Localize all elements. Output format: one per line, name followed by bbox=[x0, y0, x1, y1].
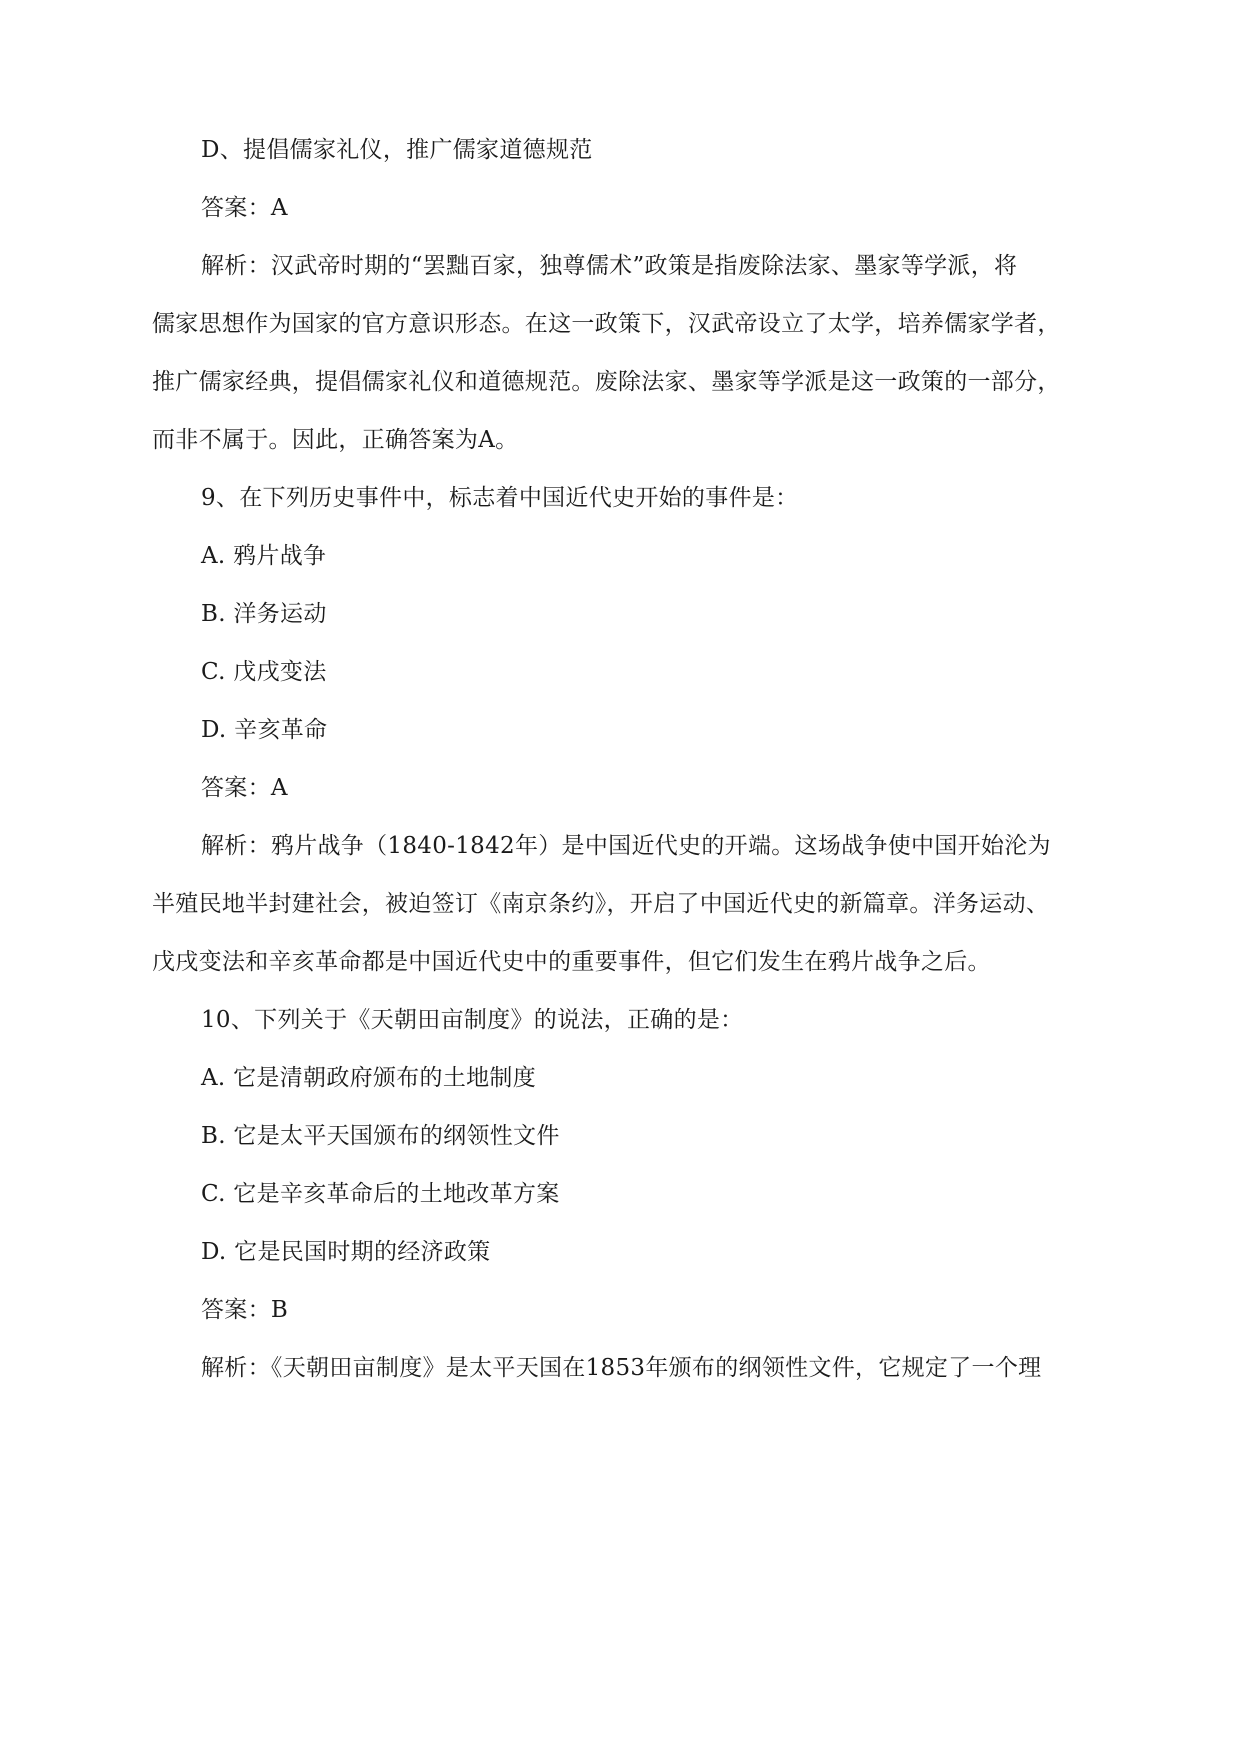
option-a-q9: A. 鸦片战争 bbox=[201, 543, 327, 569]
option-d-q9: D. 辛亥革命 bbox=[201, 717, 328, 743]
analysis-q8-line-1: 解析：汉武帝时期的“罢黜百家，独尊儒术”政策是指废除法家、墨家等学派，将 bbox=[201, 253, 1018, 279]
analysis-q8-line-3: 推广儒家经典，提倡儒家礼仪和道德规范。废除法家、墨家等学派是这一政策的一部分， bbox=[152, 369, 1061, 395]
analysis-q9-line-3: 戊戌变法和辛亥革命都是中国近代史中的重要事件，但它们发生在鸦片战争之后。 bbox=[152, 949, 991, 975]
option-d-q8: D、提倡儒家礼仪，推广儒家道德规范 bbox=[201, 137, 593, 163]
option-c-q10: C. 它是辛亥革命后的土地改革方案 bbox=[201, 1181, 560, 1207]
analysis-q9-line-1: 解析：鸦片战争（1840-1842年）是中国近代史的开端。这场战争使中国开始沦为 bbox=[201, 833, 1051, 859]
analysis-q8-line-2: 儒家思想作为国家的官方意识形态。在这一政策下，汉武帝设立了太学，培养儒家学者， bbox=[152, 311, 1061, 337]
option-c-q9: C. 戊戌变法 bbox=[201, 659, 327, 685]
answer-q10: 答案：B bbox=[201, 1297, 289, 1323]
option-d-q10: D. 它是民国时期的经济政策 bbox=[201, 1239, 491, 1265]
answer-q9: 答案：A bbox=[201, 775, 288, 801]
answer-q8: 答案：A bbox=[201, 195, 288, 221]
option-b-q10: B. 它是太平天国颁布的纲领性文件 bbox=[201, 1123, 560, 1149]
analysis-q10-line-1: 解析：《天朝田亩制度》是太平天国在1853年颁布的纲领性文件，它规定了一个理 bbox=[201, 1355, 1042, 1381]
analysis-q8-line-4: 而非不属于。因此，正确答案为A。 bbox=[152, 427, 519, 453]
question-9: 9、在下列历史事件中，标志着中国近代史开始的事件是： bbox=[201, 485, 799, 511]
question-10: 10、下列关于《天朝田亩制度》的说法，正确的是： bbox=[201, 1007, 744, 1033]
option-b-q9: B. 洋务运动 bbox=[201, 601, 327, 627]
analysis-q9-line-2: 半殖民地半封建社会，被迫签订《南京条约》，开启了中国近代史的新篇章。洋务运动、 bbox=[152, 891, 1050, 917]
option-a-q10: A. 它是清朝政府颁布的土地制度 bbox=[201, 1065, 537, 1091]
